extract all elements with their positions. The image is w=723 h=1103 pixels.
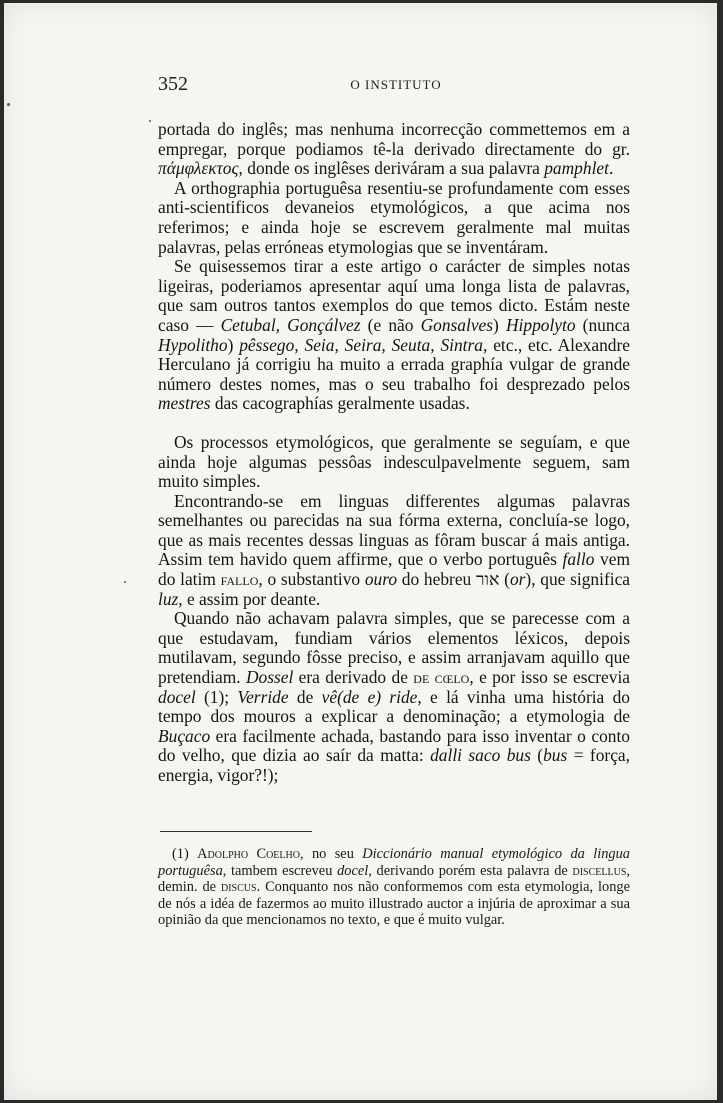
text-run: Encontrando-se em linguas differentes algumas palavras semelhantes ou parecidas na sua fórma externa, concluía-se logo, que as mais recentes dessas linguas as fôram buscar á mais antiga. Assim tem havido quem affirme, que o verbo português [158, 490, 630, 570]
text-run: , no seu [299, 846, 363, 862]
text-run: . Conquanto nos não conformemos com esta etymologia, longe de nós a idéa de fazermos ao muito illustrado auctor a injúria de aproximar a sua opinião da que mencionamos no texto, e que é muito vulgar. [158, 879, 630, 929]
text-run: (1); [195, 686, 238, 707]
text-run: = força, energia, vigor?!); [158, 745, 630, 785]
running-title: O INSTITUTO [350, 77, 442, 92]
paragraph [158, 492, 630, 610]
italic-text: πάμφλεκτος [158, 158, 239, 179]
italic-text: mestres [158, 393, 211, 414]
text-run: , e por isso se escrevia [469, 667, 630, 688]
italic-text: Diccionário manual etymológico da lingua portuguêsa [158, 846, 630, 879]
paper-speck [7, 103, 10, 106]
text-run: , o substantivo [258, 569, 365, 590]
italic-text: Gonsalves [420, 314, 494, 335]
paragraph [158, 433, 630, 492]
italic-text: Hypolitho [158, 334, 228, 355]
text-run: (e não [360, 314, 421, 335]
text-run: Se quisessemos tirar a este artigo o carácter de simples notas ligeiras, poderiamos apresentar aquí uma longa lista de palavras, que sam outros tantos exemplos do que temos dicto. Estám neste caso — [158, 256, 630, 335]
text-run: , e lá vinha uma história do tempo dos mouros a explicar a denominação; a etymologia de [158, 686, 630, 727]
page-number: 352 [158, 73, 188, 95]
text-run: , e assim por deante. [178, 588, 321, 609]
text-run: (nunca [575, 314, 631, 335]
italic-text: fallo [562, 549, 595, 570]
italic-text: pamphlet [544, 158, 609, 179]
text-run: de [288, 686, 322, 707]
small-caps-text: discus [220, 879, 257, 896]
footnote-rule [160, 831, 312, 832]
italic-text: pêssego, Seia, Seira, Seuta, Sintra, [239, 334, 488, 355]
text-run: era derivado de [293, 667, 414, 688]
text-run: , tambem escreveu [222, 862, 338, 879]
page-header [158, 73, 634, 97]
text-run: , demin. de [158, 862, 631, 896]
text-run: A orthographia portuguêsa resentiu-se profundamente com esses anti-scientificos devaneios etymológicos, a que acima nos referimos; e ainda hoje se escrevem geralmente mal muitas palavras, pelas erróneas etymologias que se inventáram. [158, 177, 630, 257]
paper-speck [149, 120, 151, 122]
text-run: ), que significa [525, 569, 631, 590]
italic-text: Buçaco [158, 725, 211, 746]
small-caps-text: Adolpho Coelho [197, 846, 300, 862]
small-caps-text: discellus [572, 862, 627, 879]
italic-text: dalli saco bus [430, 745, 531, 766]
body-text [158, 120, 630, 786]
text-run: vem do latim [158, 549, 630, 590]
italic-text: luz [158, 588, 179, 609]
text-run: , derivando porém esta palavra de [368, 862, 573, 879]
italic-text: Dossel [245, 667, 294, 688]
text-run: do hebreu אור ( [397, 569, 510, 590]
text-run: portada do inglês; mas nenhuma incorrecção commettemos em a empregar, porque podiamos tê-la derivado directamente do gr. [158, 119, 630, 159]
text-run: etc., etc. Alexandre Herculano já corrigiu ha muito a errada graphía vulgar de grande número destes nomes, mas o seu trabalho foi desprezado pelos [158, 334, 630, 394]
italic-text: Verride [237, 686, 289, 707]
small-caps-text: fallo [220, 569, 259, 590]
paragraph [158, 257, 630, 414]
text-run: ) [493, 314, 506, 335]
text-run: ( [530, 745, 544, 766]
book-page [4, 3, 717, 1100]
paper-speck [124, 581, 126, 583]
italic-text: ouro [364, 569, 398, 590]
italic-text: bus [543, 745, 568, 766]
italic-text: vê(de e) ride [321, 686, 418, 707]
paragraph [158, 120, 630, 179]
text-run: ) [227, 334, 240, 355]
italic-text: Cetubal, Gonçálvez [220, 314, 361, 335]
small-caps-text: de cœlo [413, 667, 470, 688]
italic-text: or [509, 569, 526, 590]
italic-text: docel [158, 686, 196, 707]
paragraph [158, 609, 630, 785]
text-run: era facilmente achada, bastando para isso inventar o conto do velho, que dizia ao saír da matta: [158, 725, 630, 766]
text-run: das cacographías geralmente usadas. [210, 393, 470, 414]
italic-text: docel [337, 862, 369, 879]
footnote [158, 846, 630, 929]
text-run: Os processos etymológicos, que geralmente se seguíam, e que ainda hoje algumas pessôas indesculpavelmente seguem, sam muito simples. [158, 431, 630, 492]
text-run: (1) [172, 846, 198, 862]
footnote-text [158, 846, 630, 929]
italic-text: Hippolyto [505, 314, 576, 335]
paragraph [158, 179, 630, 257]
text-run: Quando não achavam palavra simples, que se parecesse com a que estudavam, fundiam vários elementos léxicos, depois mutilavam, segundo fôsse preciso, e assim arranjavam aquillo que pretendiam. [158, 608, 630, 688]
text-run: , donde os inglêses deriváram a sua palavra [238, 158, 545, 179]
text-run: . [608, 158, 614, 179]
